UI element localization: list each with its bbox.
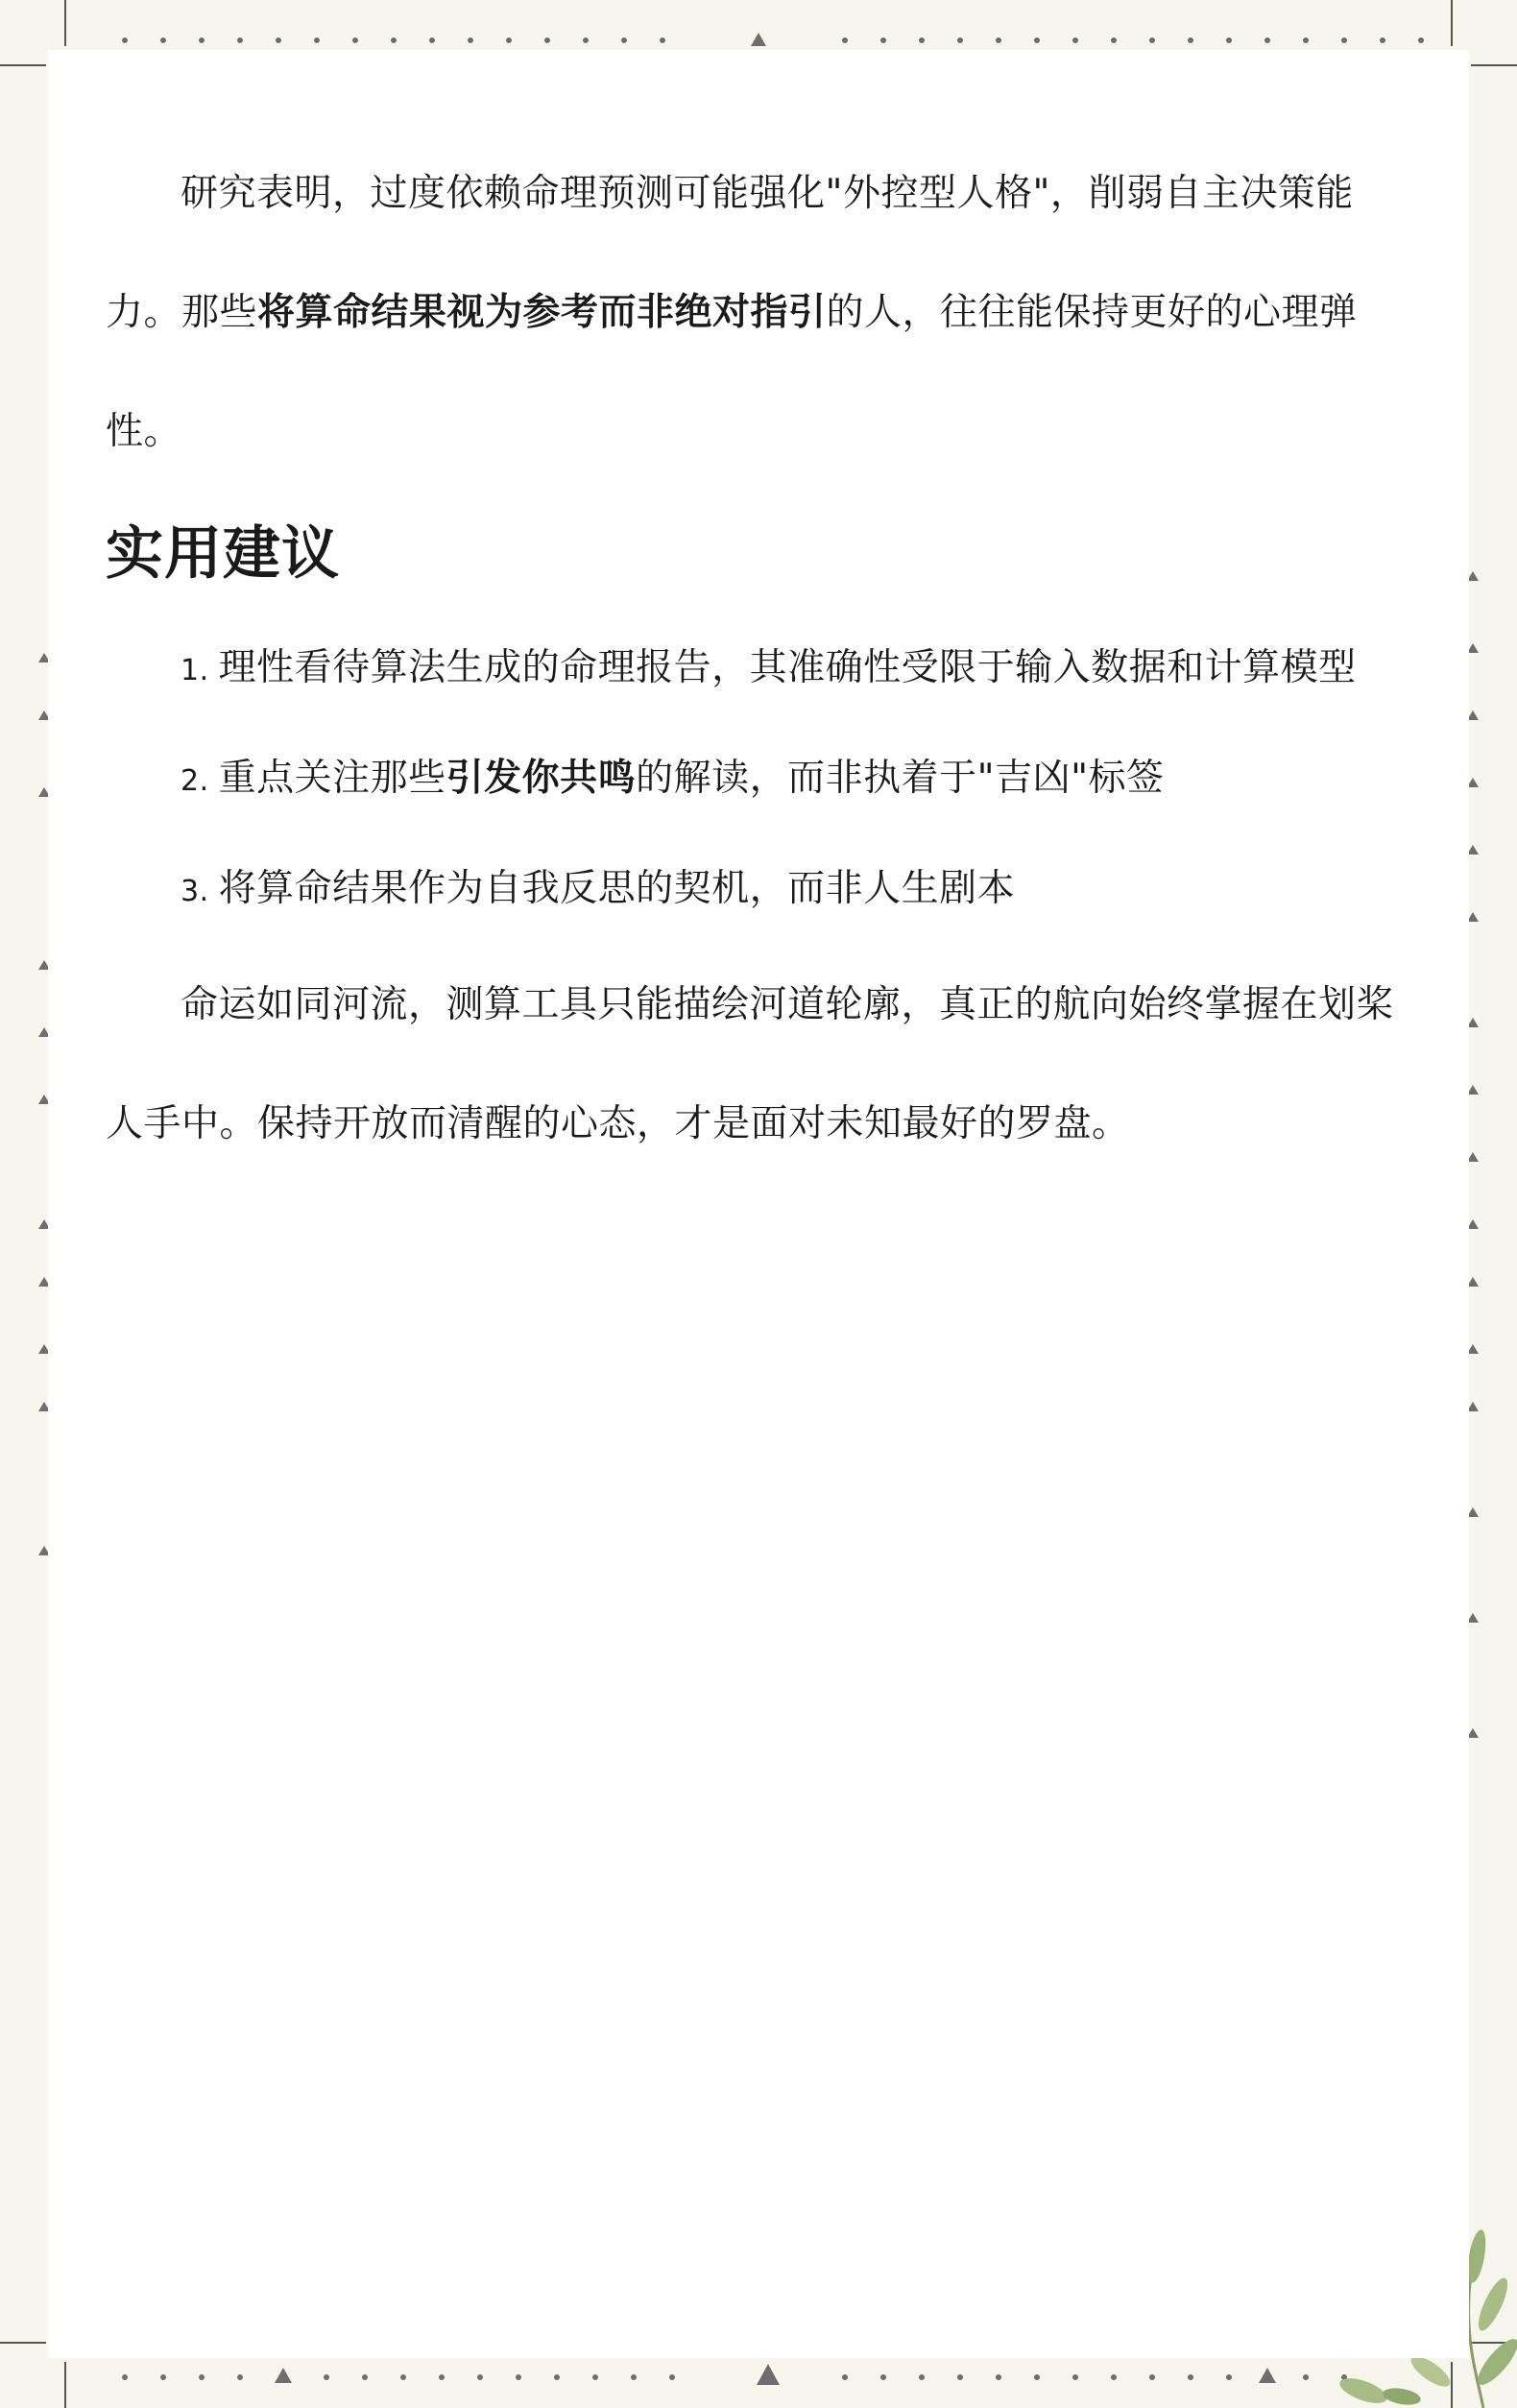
suggestion-number: 3. bbox=[181, 875, 209, 908]
suggestion-number: 2. bbox=[181, 764, 209, 798]
intro-paragraph bbox=[106, 134, 1411, 492]
bottom-dots bbox=[122, 2364, 1347, 2385]
suggestion-item-3 bbox=[106, 835, 1411, 946]
closing-paragraph: 命运如同河流，测算工具只能描绘河道轮廓，真正的航向始终掌握在划桨人手中。保持开放而清醒的心态，才是面对未知最好的罗盘。 bbox=[106, 983, 1395, 1145]
suggestion-number: 1. bbox=[181, 654, 209, 687]
section-heading: 实用建议 bbox=[106, 520, 340, 588]
suggestion-text-after: 的解读，而非执着于"吉凶"标签 bbox=[636, 757, 1165, 800]
intro-text-2: 的人，往往能保持更好的心理弹性。 bbox=[106, 291, 1358, 453]
top-dots bbox=[122, 33, 1424, 46]
suggestion-emphasis: 引发你共鸣 bbox=[445, 757, 637, 800]
article-content bbox=[106, 134, 1411, 1184]
intro-text-1: 研究表明，过度依赖命理预测可能强化"外控型人格"，削弱自主决策能力。那些 bbox=[106, 172, 1354, 334]
suggestion-item-2 bbox=[106, 725, 1411, 835]
suggestion-text: 理性看待算法生成的命理报告，其准确性受限于输入数据和计算模型 bbox=[218, 646, 1357, 689]
suggestion-text: 重点关注那些 bbox=[218, 757, 446, 800]
suggestion-text: 将算命结果作为自我反思的契机，而非人生剧本 bbox=[218, 867, 1016, 910]
suggestion-item-1 bbox=[106, 614, 1411, 725]
intro-emphasis: 将算命结果视为参考而非绝对指引 bbox=[257, 291, 827, 334]
